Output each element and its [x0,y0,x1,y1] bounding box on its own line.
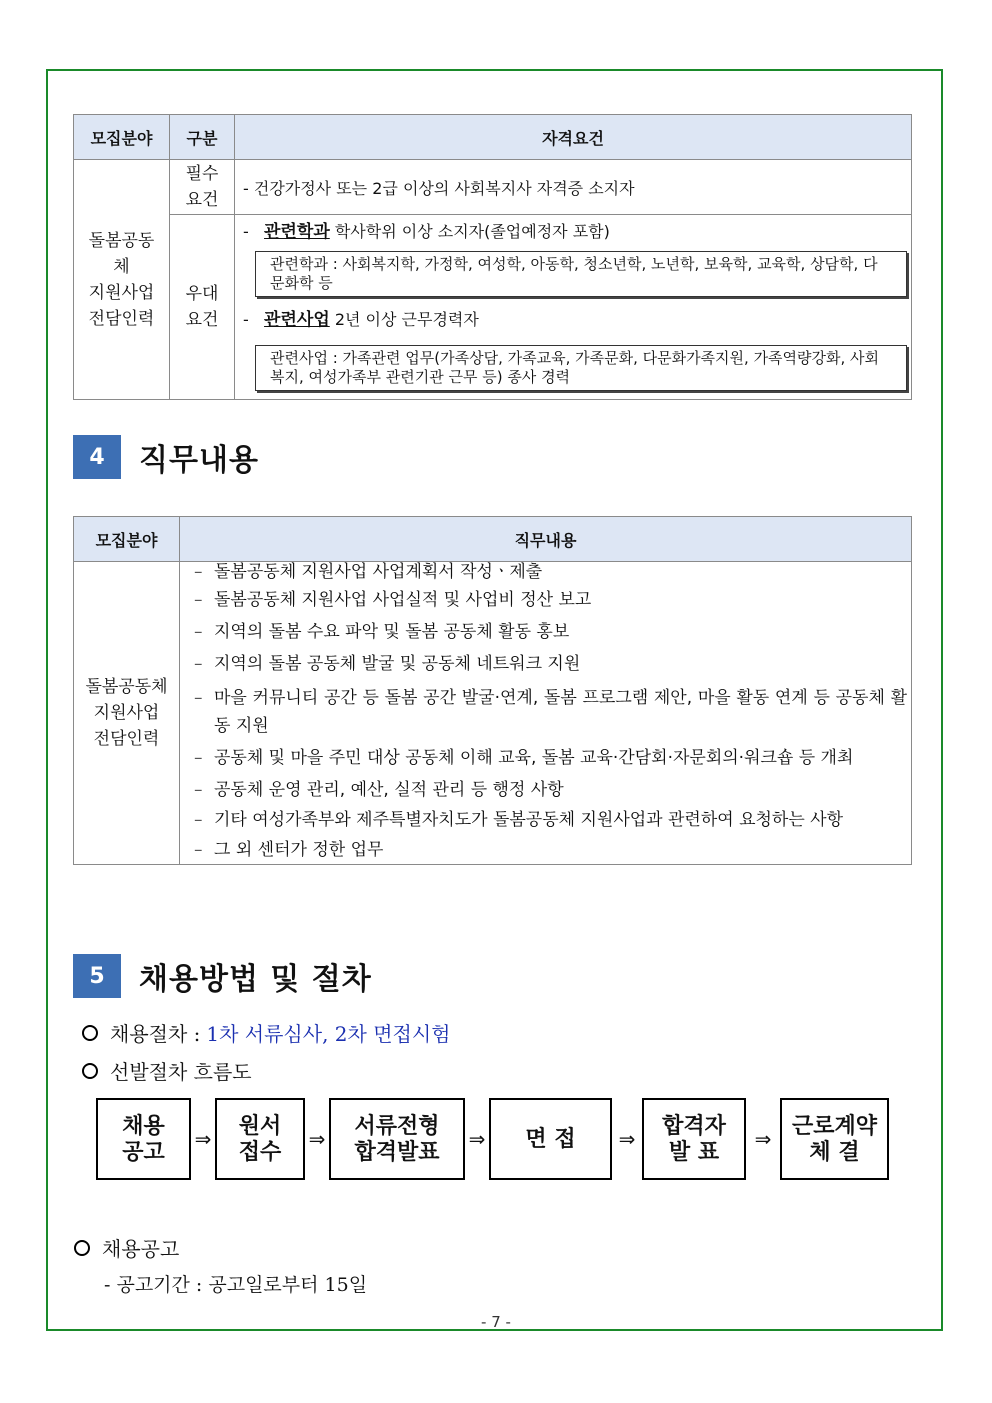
arrow-icon: ⇒ [194,1127,212,1151]
list-item: – 마을 커뮤니티 공간 등 돌봄 공간 발굴·연계, 돌봄 프로그램 제안, 마을 활동 연계 등 공동체 활동 지원 [194,688,907,736]
related-major-box: 관련학과 : 사회복지학, 가정학, 여성학, 아동학, 청소년학, 노년학, 보육학, 교육학, 상담학, 다문화학 등 [255,251,907,297]
list-item: – 돌봄공동체 지원사업 사업계획서 작성ㆍ제출 [194,562,543,582]
flow-step: 채용 공고 [96,1098,191,1180]
recruit-field: 돌봄공동체 지원사업 전담인력 [74,562,180,865]
section-number: 4 [73,435,121,479]
list-item: – 돌봄공동체 지원사업 사업실적 및 사업비 정산 보고 [194,590,592,610]
circle-bullet-icon [82,1025,98,1041]
required-text: - 건강가정사 또는 2급 이상의 사회복지사 자격증 소지자 [235,160,912,215]
header-field: 모집분야 [74,517,180,562]
related-business-bold: 관련사업 [264,310,330,330]
circle-bullet-icon [82,1063,98,1079]
page-number: - 7 - [481,1313,511,1331]
section-4-heading [73,435,259,479]
flow-step: 근로계약 체 결 [780,1098,889,1180]
announce-detail: - 공고기간 : 공고일로부터 15일 [104,1274,368,1296]
announce-title: 채용공고 [102,1237,180,1261]
announce-line [74,1233,179,1262]
table-row [74,215,912,400]
procedure-label: 채용절차 : [110,1022,201,1046]
arrow-icon: ⇒ [754,1127,772,1151]
section-title: 직무내용 [139,443,259,478]
flow-label-line [82,1056,252,1085]
list-item: – 기타 여성가족부와 제주특별자치도가 돌봄공동체 지원사업과 관련하여 요청하는 사항 [194,810,844,830]
preferred-item-business: - 관련사업 2년 이상 근무경력자 [243,310,479,330]
table-row [74,160,912,215]
flow-label: 선발절차 흐름도 [110,1060,252,1084]
list-item: – 공동체 운영 관리, 예산, 실적 관리 등 행정 사항 [194,780,564,800]
table-row [74,562,912,865]
table-header-row [74,517,912,562]
selection-flowchart [96,1098,889,1180]
header-category: 구분 [170,115,235,160]
circle-bullet-icon [74,1240,90,1256]
section-title: 채용방법 및 절차 [139,962,372,997]
table-header-row [74,115,912,160]
header-field: 모집분야 [74,115,170,160]
recruit-field: 돌봄공동 체 지원사업 전담인력 [74,160,170,400]
preferred-cell [235,215,912,400]
arrow-icon: ⇒ [468,1127,486,1151]
flow-step: 합격자 발 표 [642,1098,746,1180]
flow-step: 면 접 [489,1098,612,1180]
list-item: – 공동체 및 마을 주민 대상 공동체 이해 교육, 돌봄 교육·간담회·자문회의·워크숍 등 개최 [194,748,854,768]
header-duties: 직무내용 [180,517,912,562]
arrow-icon: ⇒ [308,1127,326,1151]
list-item: – 지역의 돌봄 수요 파악 및 돌봄 공동체 활동 홍보 [194,622,570,642]
flow-step: 원서 접수 [215,1098,305,1180]
qualification-table [73,114,912,400]
preferred-item-major: - 관련학과 학사학위 이상 소지자(졸업예정자 포함) [243,222,610,242]
list-item: – 그 외 센터가 정한 업무 [194,840,384,860]
section-number: 5 [73,954,121,998]
related-major-bold: 관련학과 [264,222,330,242]
duty-table [73,516,912,865]
related-business-box: 관련사업 : 가족관련 업무(가족상담, 가족교육, 가족문화, 다문화가족지원, 가족역량강화, 사회복지, 여성가족부 관련기관 근무 등) 종사 경력 [255,345,907,391]
required-label: 필수 요건 [170,160,235,215]
arrow-icon: ⇒ [618,1127,636,1151]
procedure-value: 1차 서류심사, 2차 면접시험 [206,1022,451,1046]
preferred-label: 우대 요건 [170,215,235,400]
list-item: – 지역의 돌봄 공동체 발굴 및 공동체 네트워크 지원 [194,654,581,674]
procedure-line [82,1018,450,1047]
header-requirements: 자격요건 [235,115,912,160]
flow-step: 서류전형 합격발표 [329,1098,465,1180]
section-5-heading [73,954,372,998]
duty-list [180,562,912,865]
